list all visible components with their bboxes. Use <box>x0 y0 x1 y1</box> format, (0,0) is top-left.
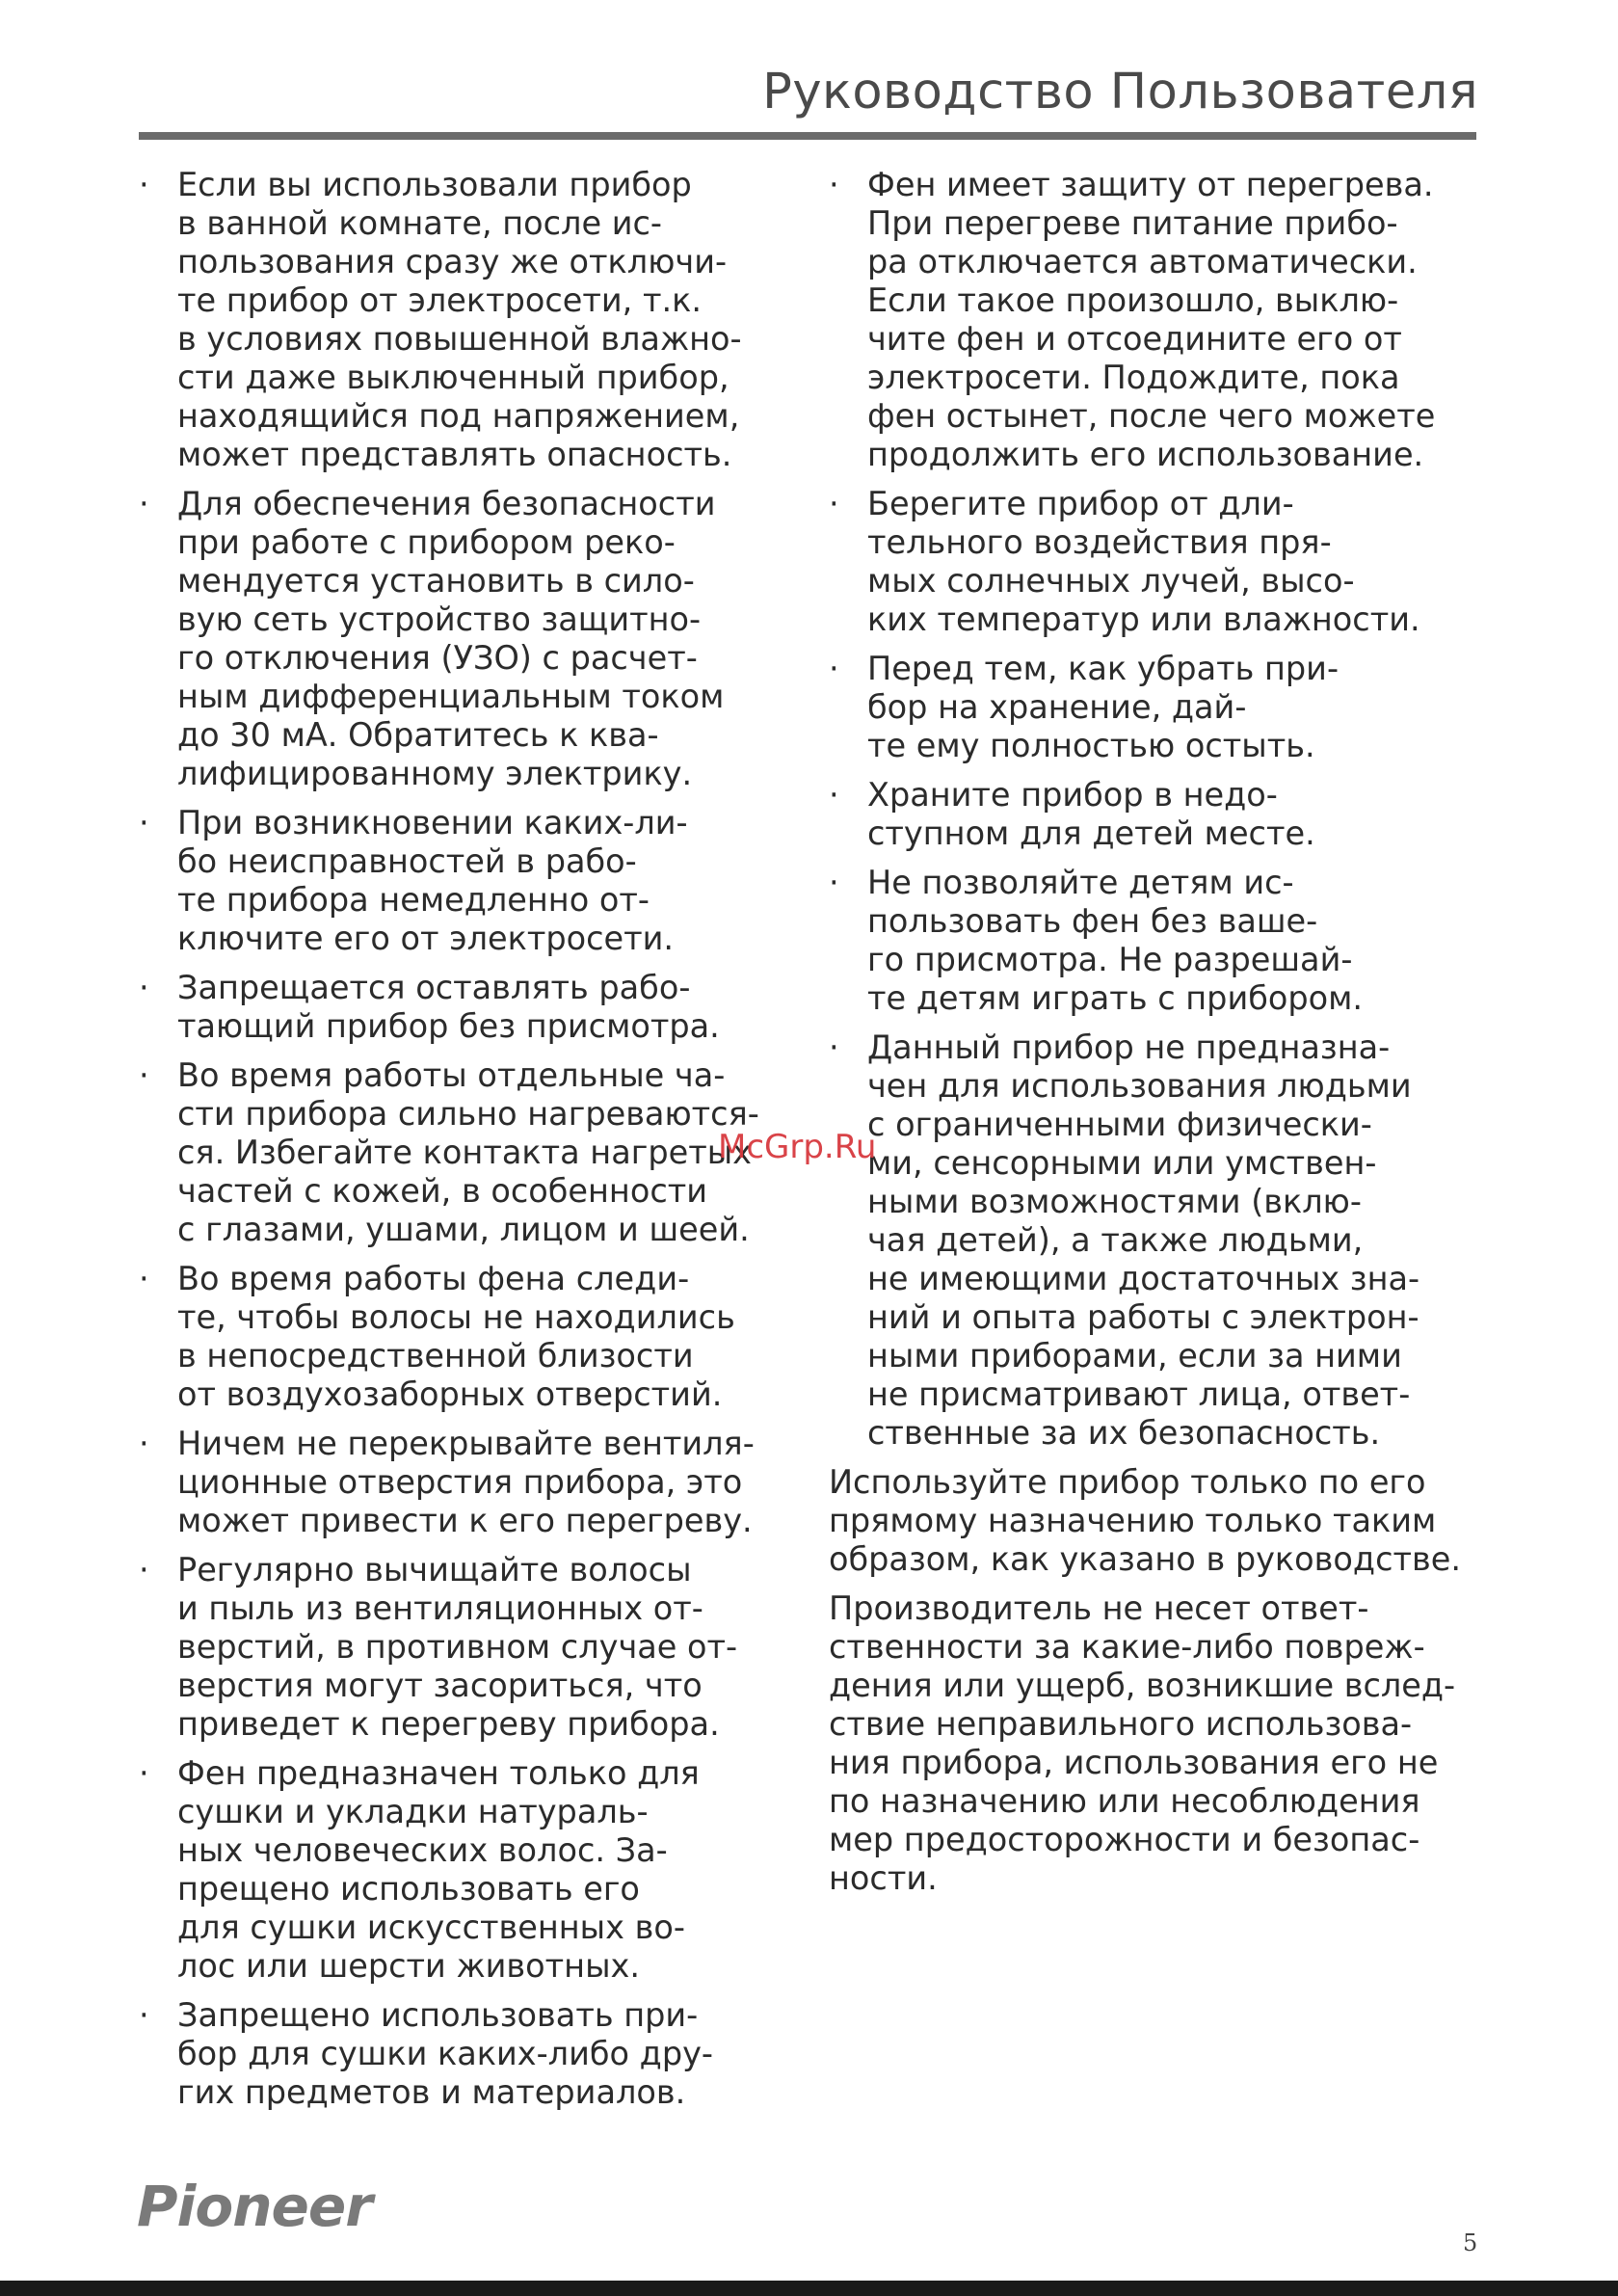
bullet-icon: · <box>139 1996 149 2034</box>
left-column <box>139 166 784 2122</box>
list-item-text: При возникновении каких-ли- бо неисправностей в рабо- те прибора немедленно от- ключите его от электросети. <box>177 804 688 957</box>
list-item <box>829 1028 1476 1453</box>
bullet-icon: · <box>829 650 839 687</box>
bullet-icon: · <box>139 1056 149 1094</box>
list-item <box>139 969 784 1046</box>
list-item-text: Регулярно вычищайте волосы и пыль из вентиляционных от- верстий, в противном случае от- верстия могут засориться, что приведет к перегреву прибора. <box>177 1551 738 1743</box>
list-item-text: Во время работы отдельные ча- сти прибора сильно нагреваются- ся. Избегайте контакта нагретых частей с кожей, в особенности с глазами, ушами, лицом и шеей. <box>177 1056 759 1248</box>
list-item-text: Ничем не перекрывайте вентиля- ционные отверстия прибора, это может привести к его перегреву. <box>177 1425 755 1539</box>
bullet-icon: · <box>139 1551 149 1589</box>
bullet-icon: · <box>139 804 149 841</box>
list-item-text: Данный прибор не предназна- чен для использования людьми с ограниченными физически- ми, сенсорными или умствен- ными возможностями (вклю- чая детей), а также людьми, не имеющими достаточных зна- ний и опыта работы с электрон- ными приборами, если за ними не присматривают лица, ответ- ственные за их безопасность. <box>867 1028 1420 1452</box>
watermark: McGrp.Ru <box>718 1128 877 1166</box>
list-item-text: Для обеспечения безопасности при работе с прибором реко- мендуется установить в сило- вую сеть устройство защитно- го отключения (УЗО) с расчет- ным дифференциальным током до 30 мА. Обратитесь к ква- лифицированному электрику. <box>177 485 725 792</box>
list-item <box>829 650 1476 765</box>
list-item <box>139 166 784 474</box>
list-item-text: Запрещается оставлять рабо- тающий прибор без присмотра. <box>177 969 720 1045</box>
bullet-icon: · <box>139 969 149 1006</box>
list-item-text: Берегите прибор от дли- тельного воздействия пря- мых солнечных лучей, высо- ких температур или влажности. <box>867 485 1420 638</box>
list-item <box>139 1056 784 1249</box>
bullet-icon: · <box>139 166 149 203</box>
list-item <box>829 776 1476 853</box>
bullet-icon: · <box>139 1754 149 1792</box>
right-column <box>829 166 1476 1909</box>
page-header-title: Руководство Пользователя <box>762 64 1478 120</box>
brand-logo: Pioneer <box>137 2174 372 2239</box>
list-item-text: Храните прибор в недо- ступном для детей месте. <box>867 776 1315 852</box>
list-item-text: Запрещено использовать при- бор для сушки каких-либо дру- гих предметов и материалов. <box>177 1996 714 2111</box>
list-item-text: Не позволяйте детям ис- пользовать фен без ваше- го присмотра. Не разрешай- те детям играть с прибором. <box>867 864 1364 1017</box>
header-divider <box>139 132 1476 140</box>
list-item <box>139 1996 784 2112</box>
list-item <box>139 485 784 793</box>
list-item <box>829 166 1476 474</box>
bottom-edge-bar <box>0 2281 1618 2296</box>
list-item-text: Перед тем, как убрать при- бор на хранение, дай- те ему полностью остыть. <box>867 650 1339 764</box>
list-item <box>829 864 1476 1018</box>
list-item <box>829 485 1476 639</box>
list-item-text: Фен предназначен только для сушки и укладки натураль- ных человеческих волос. За- прещено использовать его для сушки искусственных во- лос или шерсти животных. <box>177 1754 700 1985</box>
list-item <box>139 1425 784 1540</box>
list-item <box>139 804 784 958</box>
usage-paragraph: Используйте прибор только по его прямому назначению только таким образом, как указано в руководстве. <box>829 1463 1461 1578</box>
page-number: 5 <box>1463 2229 1478 2256</box>
list-item <box>139 1260 784 1414</box>
list-item <box>139 1551 784 1744</box>
list-item <box>139 1754 784 1986</box>
list-item-text: Фен имеет защиту от перегрева. При перегреве питание прибо- ра отключается автоматически. Если такое произошло, выклю- чите фен и отсоедините его от электросети. Подождите, пока фен остынет, после чего можете продолжить его использование. <box>867 166 1436 473</box>
list-item-text: Если вы использовали прибор в ванной комнате, после ис- пользования сразу же отключи- те прибор от электросети, т.к. в условиях повышенной влажно- сти даже выключенный прибор, находящийся под напряжением, может представлять опасность. <box>177 166 742 473</box>
bullet-icon: · <box>829 776 839 814</box>
list-item-text: Во время работы фена следи- те, чтобы волосы не находились в непосредственной близости от воздухозаборных отверстий. <box>177 1260 735 1413</box>
bullet-icon: · <box>829 166 839 203</box>
bullet-icon: · <box>139 1425 149 1462</box>
bullet-icon: · <box>829 1028 839 1066</box>
bullet-icon: · <box>829 485 839 522</box>
liability-paragraph: Производитель не несет ответ- ственности за какие-либо повреж- дения или ущерб, возникшие вслед- ствие неправильного использова- ния прибора, использования его не по назначению или несоблюдения мер предосторожности и безопас- ности. <box>829 1589 1456 1897</box>
bullet-icon: · <box>829 864 839 901</box>
bullet-icon: · <box>139 1260 149 1297</box>
bullet-icon: · <box>139 485 149 522</box>
